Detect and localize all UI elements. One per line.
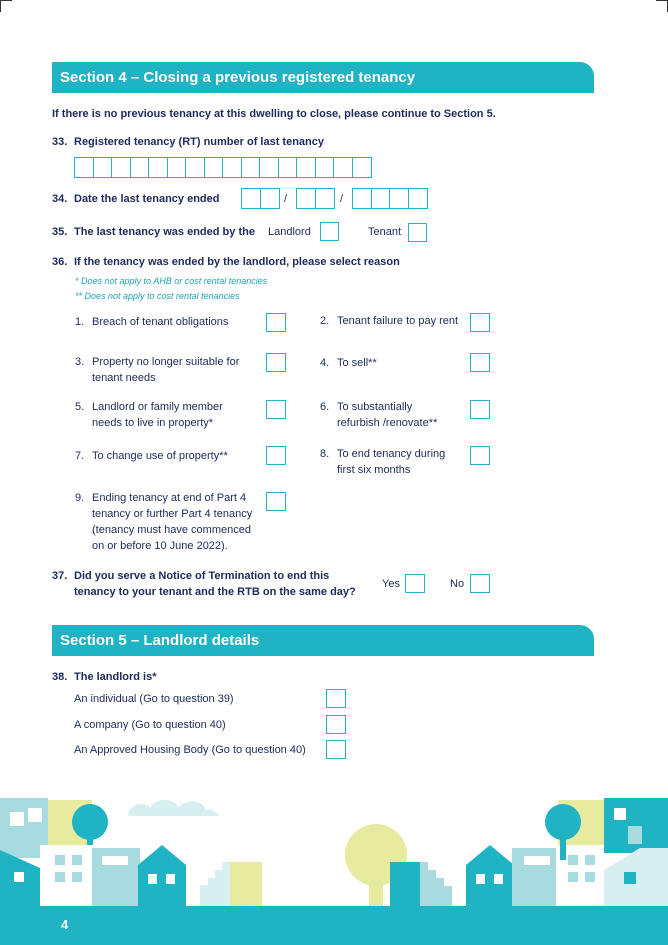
reason-4-checkbox[interactable]	[470, 353, 490, 372]
reason-3-checkbox[interactable]	[266, 353, 286, 372]
landlord-type-individual-label: An individual (Go to question 39)	[74, 693, 234, 705]
no-option-label: No	[450, 578, 465, 590]
reason-2-checkbox[interactable]	[470, 313, 490, 332]
yes-checkbox[interactable]	[405, 574, 425, 593]
houses-illustration	[0, 790, 668, 945]
q34-number: 34.	[52, 193, 68, 205]
q37-number: 37.	[52, 570, 68, 582]
reason-7-checkbox[interactable]	[266, 446, 286, 465]
form-page: Section 4 – Closing a previous registered tenancy If there is no previous tenancy at this dwelling to close, please continue to Section 5. 33. Registered tenancy (RT) number of last tenancy 34. Date the last tenancy ended / / 35. The last tenancy was ended by the Landlord Tenant 36. If the tenancy was ended by the landlord, please select reason * Does not apply to AHB or cost rental tenancies ** Does not apply to cost rental tenancies 1. Breach of tenant obligations 3. Property no longer suitable for tenant needs 5. Landlord or family member needs to live in property* 7. To change use of property** 9. Ending tenancy at end of Part 4 tenancy or further Part 4 tenancy (tenancy must have commenced on or before 10 June 2022). 2. Tenant failure to pay rent 4. To sell** 6. To substantially refurbish /renovate** 8. To end tenancy during first six months 37. Did you serve a Notice of Termination to end this tenancy to your tenant and the RTB on the same day? Yes No Section 5 – Landlord details 38. The landlord is* An individual (Go to question 39) A company (Go to question 40) An Approved Housing Body (Go to question 40) 4	[0, 0, 668, 945]
landlord-option-label: Landlord	[268, 226, 311, 238]
reason-1-checkbox[interactable]	[266, 313, 286, 332]
landlord-type-company-label: A company (Go to question 40)	[74, 719, 226, 731]
section-4-header: Section 4 – Closing a previous registered tenancy	[52, 62, 594, 93]
no-checkbox[interactable]	[470, 574, 490, 593]
q34-label: Date the last tenancy ended	[74, 193, 220, 205]
q36-label: If the tenancy was ended by the landlord, please select reason	[74, 256, 400, 268]
landlord-checkbox[interactable]	[320, 222, 339, 241]
footnote-cost-rental: ** Does not apply to cost rental tenancies	[75, 291, 240, 301]
q37-label-line1: Did you serve a Notice of Termination to end this	[74, 570, 330, 582]
rt-number-input[interactable]	[74, 157, 372, 178]
q36-number: 36.	[52, 256, 68, 268]
date-day-input[interactable]	[241, 188, 280, 209]
landlord-type-ahb-label: An Approved Housing Body (Go to question 40)	[74, 744, 306, 756]
q35-label: The last tenancy was ended by the	[74, 226, 255, 238]
reason-8-checkbox[interactable]	[470, 446, 490, 465]
section-5-header: Section 5 – Landlord details	[52, 625, 594, 656]
q38-number: 38.	[52, 671, 68, 683]
footnote-ahb: * Does not apply to AHB or cost rental tenancies	[75, 276, 268, 286]
page-number: 4	[61, 917, 69, 932]
date-separator: /	[284, 193, 288, 205]
q33-label: Registered tenancy (RT) number of last tenancy	[74, 136, 324, 148]
q37-label-line2: tenancy to your tenant and the RTB on the same day?	[74, 586, 356, 598]
reason-5-checkbox[interactable]	[266, 400, 286, 419]
yes-option-label: Yes	[382, 578, 400, 590]
section-4-intro: If there is no previous tenancy at this dwelling to close, please continue to Section 5.	[52, 108, 496, 120]
crop-mark	[0, 0, 12, 1]
date-separator: /	[340, 193, 344, 205]
date-month-input[interactable]	[296, 188, 335, 209]
tenant-option-label: Tenant	[368, 226, 402, 238]
crop-mark	[0, 0, 1, 12]
landlord-type-company-checkbox[interactable]	[326, 715, 346, 734]
q35-number: 35.	[52, 226, 68, 238]
q38-label: The landlord is*	[74, 671, 157, 683]
reason-6-checkbox[interactable]	[470, 400, 490, 419]
landlord-type-ahb-checkbox[interactable]	[326, 740, 346, 759]
date-year-input[interactable]	[352, 188, 428, 209]
tenant-checkbox[interactable]	[408, 223, 427, 242]
landlord-type-individual-checkbox[interactable]	[326, 689, 346, 708]
q33-number: 33.	[52, 136, 68, 148]
reason-9-checkbox[interactable]	[266, 492, 286, 511]
